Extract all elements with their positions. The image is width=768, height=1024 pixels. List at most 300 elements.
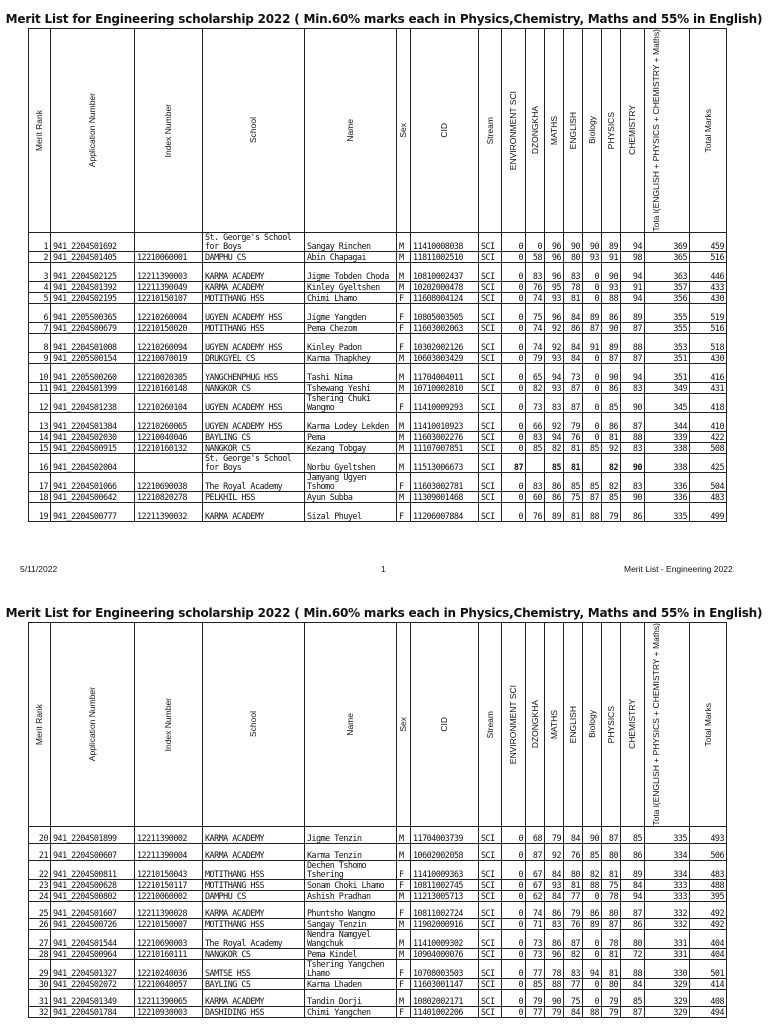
cell-chemistry: 83 [621, 472, 645, 491]
cell-physics: 91 [602, 251, 621, 262]
cell-index-number: 12210820278 [135, 491, 203, 502]
cell-environment-sci: 0 [502, 890, 526, 901]
cell-cid: 10202000478 [411, 281, 479, 292]
cell-chemistry: 83 [621, 442, 645, 453]
cell-dzongkha: 85 [526, 978, 545, 989]
cell-biology: 0 [583, 393, 602, 412]
cell-dzongkha: 66 [526, 412, 545, 431]
cell-total-marks: 516 [690, 322, 727, 333]
cell-name: Karma Thapkhey [305, 352, 397, 363]
cell-stream: SCI [479, 262, 502, 281]
cell-cid: 11401002206 [411, 1006, 479, 1017]
cell-english: 77 [564, 978, 583, 989]
cell-chemistry: 83 [621, 382, 645, 393]
column-header-school: School [203, 623, 305, 827]
cell-dzongkha: 67 [526, 879, 545, 890]
cell-total-marks: 446 [690, 262, 727, 281]
cell-name: Dechen Tshomo Tshering [305, 860, 397, 879]
footer-page-number: 1 [381, 564, 386, 574]
cell-physics: 90 [602, 322, 621, 333]
cell-stream: SCI [479, 843, 502, 860]
cell-stream: SCI [479, 442, 502, 453]
cell-biology: 0 [583, 262, 602, 281]
cell-dzongkha: 85 [526, 442, 545, 453]
table-row [29, 352, 727, 363]
column-header-sex: Sex [397, 623, 411, 827]
footer-doc-label: Merit List - Engineering 2022 [624, 564, 733, 574]
cell-school: UGYEN ACADEMY HSS [203, 333, 305, 352]
cell-chemistry: 85 [621, 826, 645, 843]
table-row [29, 948, 727, 959]
cell-application-number: 941_2204S01692 [51, 232, 135, 251]
cell-biology: 90 [583, 232, 602, 251]
table-row [29, 363, 727, 382]
cell-sex: M [397, 232, 411, 251]
cell-stream: SCI [479, 232, 502, 251]
cell-application-number: 941_2205S00365 [51, 303, 135, 322]
column-header-total-marks: Total Marks [690, 623, 727, 827]
column-header-index-number: Index Number [135, 29, 203, 233]
table-row [29, 502, 727, 521]
cell-chemistry: 91 [621, 281, 645, 292]
cell-english: 84 [564, 1006, 583, 1017]
cell-name: Karma Lodey Lekden [305, 412, 397, 431]
cell-index-number: 12210150043 [135, 860, 203, 879]
cell-cid: 10810002437 [411, 262, 479, 281]
cell-index-number: 12210690038 [135, 472, 203, 491]
cell-index-number: 12210240036 [135, 959, 203, 978]
cell-school: KARMA ACADEMY [203, 989, 305, 1006]
cell-biology: 0 [583, 948, 602, 959]
cell-merit-rank: 19 [29, 502, 51, 521]
cell-english: 80 [564, 860, 583, 879]
cell-application-number: 941_2204S01392 [51, 281, 135, 292]
cell-application-number: 941_2204S02125 [51, 262, 135, 281]
cell-biology: 91 [583, 333, 602, 352]
column-header-cid: CID [411, 623, 479, 827]
cell-total-core: 353 [645, 333, 690, 352]
cell-maths: 85 [545, 453, 564, 472]
cell-total-core: 356 [645, 292, 690, 303]
cell-cid: 10302002126 [411, 333, 479, 352]
cell-total-marks: 501 [690, 959, 727, 978]
cell-environment-sci: 0 [502, 901, 526, 918]
cell-merit-rank: 27 [29, 929, 51, 948]
cell-cid: 11410009302 [411, 929, 479, 948]
cell-english: 73 [564, 363, 583, 382]
cell-sex: M [397, 826, 411, 843]
cell-dzongkha: 77 [526, 959, 545, 978]
cell-school: KARMA ACADEMY [203, 901, 305, 918]
cell-stream: SCI [479, 879, 502, 890]
cell-stream: SCI [479, 352, 502, 363]
cell-school: UGYEN ACADEMY HSS [203, 393, 305, 412]
cell-application-number: 941_2204S00964 [51, 948, 135, 959]
cell-dzongkha: 67 [526, 860, 545, 879]
cell-application-number: 941_2204S00679 [51, 322, 135, 333]
cell-environment-sci: 0 [502, 989, 526, 1006]
cell-sex: F [397, 860, 411, 879]
page-title: Merit List for Engineering scholarship 2022 ( Min.60% marks each in Physics,Chemistry, Maths and 55% in English) [5, 606, 763, 620]
cell-total-core: 344 [645, 412, 690, 431]
cell-school: MOTITHANG HSS [203, 292, 305, 303]
column-header-english: ENGLISH [564, 29, 583, 233]
cell-total-core: 331 [645, 948, 690, 959]
cell-total-core: 333 [645, 890, 690, 901]
cell-english: 76 [564, 918, 583, 929]
cell-name: Phuntsho Wangmo [305, 901, 397, 918]
cell-environment-sci: 0 [502, 322, 526, 333]
cell-sex: F [397, 292, 411, 303]
cell-total-core: 345 [645, 393, 690, 412]
cell-cid: 10811002724 [411, 901, 479, 918]
cell-physics: 80 [602, 901, 621, 918]
cell-index-number: 12211390002 [135, 826, 203, 843]
cell-biology: 0 [583, 978, 602, 989]
cell-maths: 86 [545, 929, 564, 948]
cell-application-number: 941_2204S00607 [51, 843, 135, 860]
cell-cid: 11603002276 [411, 431, 479, 442]
cell-maths: 92 [545, 412, 564, 431]
cell-index-number: 12210040057 [135, 978, 203, 989]
cell-total-core: 329 [645, 978, 690, 989]
cell-application-number: 941_2204S01899 [51, 826, 135, 843]
cell-name: Tshering Chuki Wangmo [305, 393, 397, 412]
table-row [29, 431, 727, 442]
cell-merit-rank: 20 [29, 826, 51, 843]
cell-maths: 92 [545, 322, 564, 333]
table-row [29, 453, 727, 472]
cell-merit-rank: 30 [29, 978, 51, 989]
cell-physics: 81 [602, 860, 621, 879]
column-header-sex: Sex [397, 29, 411, 233]
cell-index-number: 12211390032 [135, 502, 203, 521]
cell-cid: 11107007851 [411, 442, 479, 453]
cell-index-number: 12211390065 [135, 989, 203, 1006]
cell-application-number: 941_2204S01384 [51, 412, 135, 431]
cell-cid: 10811002745 [411, 879, 479, 890]
cell-sex: F [397, 303, 411, 322]
cell-sex: F [397, 322, 411, 333]
cell-sex: F [397, 1006, 411, 1017]
cell-cid: 10904000076 [411, 948, 479, 959]
cell-maths: 93 [545, 292, 564, 303]
cell-biology: 87 [583, 322, 602, 333]
cell-stream: SCI [479, 978, 502, 989]
cell-index-number: 12210150007 [135, 918, 203, 929]
cell-merit-rank: 14 [29, 431, 51, 442]
cell-total-core: 349 [645, 382, 690, 393]
cell-environment-sci: 0 [502, 959, 526, 978]
column-header-total-marks: Total Marks [690, 29, 727, 233]
cell-total-marks: 425 [690, 453, 727, 472]
cell-chemistry: 94 [621, 232, 645, 251]
cell-cid: 11309001468 [411, 491, 479, 502]
cell-total-marks: 516 [690, 251, 727, 262]
cell-maths: 93 [545, 352, 564, 363]
table-row [29, 959, 727, 978]
column-header-biology: Biology [583, 623, 602, 827]
cell-maths: 94 [545, 431, 564, 442]
cell-stream: SCI [479, 890, 502, 901]
cell-application-number: 941_2204S01544 [51, 929, 135, 948]
column-header-environment-sci: ENVIRONMENT SCI [502, 29, 526, 233]
cell-chemistry: 88 [621, 431, 645, 442]
cell-application-number: 941_2204S00915 [51, 442, 135, 453]
cell-name: Ayun Subba [305, 491, 397, 502]
cell-physics: 79 [602, 1006, 621, 1017]
cell-stream: SCI [479, 303, 502, 322]
cell-stream: SCI [479, 251, 502, 262]
cell-sex: M [397, 491, 411, 502]
cell-dzongkha: 74 [526, 292, 545, 303]
cell-maths: 78 [545, 959, 564, 978]
cell-english: 83 [564, 262, 583, 281]
cell-stream: SCI [479, 472, 502, 491]
cell-dzongkha: 83 [526, 262, 545, 281]
cell-sex: F [397, 393, 411, 412]
cell-english: 82 [564, 948, 583, 959]
cell-english: 81 [564, 502, 583, 521]
column-header-application-number: Application Number [51, 29, 135, 233]
cell-school: NANGKOR CS [203, 948, 305, 959]
cell-school: UGYEN ACADEMY HSS [203, 412, 305, 431]
cell-maths: 83 [545, 918, 564, 929]
cell-stream: SCI [479, 959, 502, 978]
cell-school: DASHIDING HSS [203, 1006, 305, 1017]
cell-dzongkha [526, 453, 545, 472]
page-title: Merit List for Engineering scholarship 2022 ( Min.60% marks each in Physics,Chemistry, Maths and 55% in English) [5, 12, 763, 26]
cell-total-core: 329 [645, 989, 690, 1006]
cell-name: Sonam Choki Lhamo [305, 879, 397, 890]
cell-application-number: 941_2204S01066 [51, 472, 135, 491]
table-row [29, 843, 727, 860]
cell-sex: M [397, 363, 411, 382]
column-header-dzongkha: DZONGKHA [526, 29, 545, 233]
cell-school: MOTITHANG HSS [203, 860, 305, 879]
cell-merit-rank: 17 [29, 472, 51, 491]
cell-physics: 79 [602, 502, 621, 521]
cell-cid: 11410010923 [411, 412, 479, 431]
table-row [29, 826, 727, 843]
cell-english: 81 [564, 453, 583, 472]
cell-biology: 90 [583, 826, 602, 843]
cell-index-number: 12210260065 [135, 412, 203, 431]
cell-biology: 0 [583, 989, 602, 1006]
cell-sex: M [397, 281, 411, 292]
cell-biology: 94 [583, 959, 602, 978]
cell-dzongkha: 76 [526, 281, 545, 292]
cell-chemistry: 72 [621, 948, 645, 959]
cell-stream: SCI [479, 918, 502, 929]
column-header-biology: Biology [583, 29, 602, 233]
cell-physics: 82 [602, 453, 621, 472]
cell-total-marks: 414 [690, 978, 727, 989]
cell-biology: 89 [583, 303, 602, 322]
cell-school: KARMA ACADEMY [203, 843, 305, 860]
cell-total-marks: 459 [690, 232, 727, 251]
cell-maths: 93 [545, 382, 564, 393]
cell-dzongkha: 74 [526, 901, 545, 918]
table-row [29, 382, 727, 393]
table-row [29, 472, 727, 491]
cell-physics: 78 [602, 929, 621, 948]
cell-index-number [135, 232, 203, 251]
cell-environment-sci: 0 [502, 363, 526, 382]
cell-school: NANGKOR CS [203, 382, 305, 393]
column-header-maths: MATHS [545, 29, 564, 233]
cell-english: 83 [564, 959, 583, 978]
cell-physics: 90 [602, 363, 621, 382]
table-row [29, 860, 727, 879]
cell-total-marks: 418 [690, 393, 727, 412]
cell-environment-sci: 0 [502, 978, 526, 989]
cell-biology: 88 [583, 879, 602, 890]
cell-chemistry: 84 [621, 978, 645, 989]
cell-name: Kinley Padon [305, 333, 397, 352]
cell-school: MOTITHANG HSS [203, 918, 305, 929]
cell-school: SAMTSE HSS [203, 959, 305, 978]
cell-name: Tandin Dorji [305, 989, 397, 1006]
table-row [29, 879, 727, 890]
cell-environment-sci: 0 [502, 382, 526, 393]
cell-maths: 88 [545, 978, 564, 989]
cell-merit-rank: 6 [29, 303, 51, 322]
cell-chemistry: 86 [621, 843, 645, 860]
cell-maths: 92 [545, 843, 564, 860]
table-row [29, 281, 727, 292]
cell-chemistry: 87 [621, 322, 645, 333]
cell-cid: 11410008038 [411, 232, 479, 251]
cell-maths: 86 [545, 901, 564, 918]
footer-date: 5/11/2022 [20, 564, 58, 574]
column-header-school: School [203, 29, 305, 233]
cell-index-number: 12210020305 [135, 363, 203, 382]
cell-school: KARMA ACADEMY [203, 262, 305, 281]
cell-merit-rank: 28 [29, 948, 51, 959]
cell-total-marks: 492 [690, 901, 727, 918]
cell-merit-rank: 24 [29, 890, 51, 901]
cell-physics: 82 [602, 472, 621, 491]
cell-cid: 11603002781 [411, 472, 479, 491]
cell-index-number: 12210260094 [135, 333, 203, 352]
cell-chemistry: 98 [621, 251, 645, 262]
cell-name: Sizal Phuyel [305, 502, 397, 521]
cell-cid: 11213005713 [411, 890, 479, 901]
cell-stream: SCI [479, 929, 502, 948]
cell-cid: 11410009363 [411, 860, 479, 879]
cell-sex: M [397, 442, 411, 453]
cell-index-number: 12210040046 [135, 431, 203, 442]
cell-chemistry: 88 [621, 959, 645, 978]
cell-physics: 75 [602, 879, 621, 890]
cell-index-number: 12210690003 [135, 929, 203, 948]
cell-school: KARMA ACADEMY [203, 281, 305, 292]
cell-merit-rank: 11 [29, 382, 51, 393]
cell-stream: SCI [479, 826, 502, 843]
cell-biology: 0 [583, 363, 602, 382]
cell-total-marks: 404 [690, 929, 727, 948]
cell-dzongkha: 62 [526, 890, 545, 901]
cell-total-core: 332 [645, 901, 690, 918]
cell-school: PELKHIL HSS [203, 491, 305, 502]
cell-merit-rank: 26 [29, 918, 51, 929]
cell-english: 81 [564, 292, 583, 303]
cell-merit-rank: 23 [29, 879, 51, 890]
cell-sex: M [397, 948, 411, 959]
cell-biology: 0 [583, 292, 602, 303]
cell-biology: 0 [583, 890, 602, 901]
cell-chemistry: 94 [621, 890, 645, 901]
cell-total-marks: 499 [690, 502, 727, 521]
cell-dzongkha: 73 [526, 929, 545, 948]
cell-total-marks: 430 [690, 352, 727, 363]
table-row [29, 442, 727, 453]
cell-application-number: 941_2204S01349 [51, 989, 135, 1006]
cell-school: BAYLING CS [203, 978, 305, 989]
cell-environment-sci: 0 [502, 352, 526, 363]
cell-total-marks: 431 [690, 382, 727, 393]
cell-cid: 11410009293 [411, 393, 479, 412]
cell-physics: 81 [602, 959, 621, 978]
cell-environment-sci: 0 [502, 292, 526, 303]
cell-total-core: 363 [645, 262, 690, 281]
cell-dzongkha: 75 [526, 303, 545, 322]
cell-total-core: 335 [645, 502, 690, 521]
cell-total-marks: 433 [690, 281, 727, 292]
cell-physics: 93 [602, 281, 621, 292]
cell-dzongkha: 68 [526, 826, 545, 843]
cell-school: YANGCHENPHUG HSS [203, 363, 305, 382]
cell-english: 81 [564, 879, 583, 890]
cell-sex: M [397, 989, 411, 1006]
cell-physics: 86 [602, 412, 621, 431]
cell-merit-rank: 4 [29, 281, 51, 292]
cell-cid: 11704003739 [411, 826, 479, 843]
cell-environment-sci: 0 [502, 472, 526, 491]
cell-merit-rank: 3 [29, 262, 51, 281]
table-row [29, 412, 727, 431]
cell-english: 84 [564, 333, 583, 352]
cell-chemistry: 94 [621, 262, 645, 281]
cell-total-core: 333 [645, 879, 690, 890]
cell-chemistry: 86 [621, 918, 645, 929]
cell-cid: 11608004124 [411, 292, 479, 303]
cell-maths: 79 [545, 826, 564, 843]
cell-stream: SCI [479, 989, 502, 1006]
cell-environment-sci: 0 [502, 826, 526, 843]
cell-chemistry: 88 [621, 333, 645, 352]
cell-total-core: 331 [645, 929, 690, 948]
cell-maths: 89 [545, 502, 564, 521]
cell-english: 87 [564, 929, 583, 948]
cell-maths: 92 [545, 333, 564, 352]
column-header-application-number: Application Number [51, 623, 135, 827]
cell-total-core: 355 [645, 322, 690, 333]
cell-sex: M [397, 382, 411, 393]
cell-physics: 87 [602, 918, 621, 929]
cell-total-marks: 519 [690, 303, 727, 322]
cell-stream: SCI [479, 393, 502, 412]
cell-biology: 0 [583, 382, 602, 393]
cell-sex: M [397, 929, 411, 948]
cell-dzongkha: 74 [526, 322, 545, 333]
cell-chemistry: 89 [621, 303, 645, 322]
cell-name: Jigme Yangden [305, 303, 397, 322]
cell-physics: 79 [602, 989, 621, 1006]
cell-environment-sci: 0 [502, 251, 526, 262]
cell-environment-sci: 0 [502, 281, 526, 292]
